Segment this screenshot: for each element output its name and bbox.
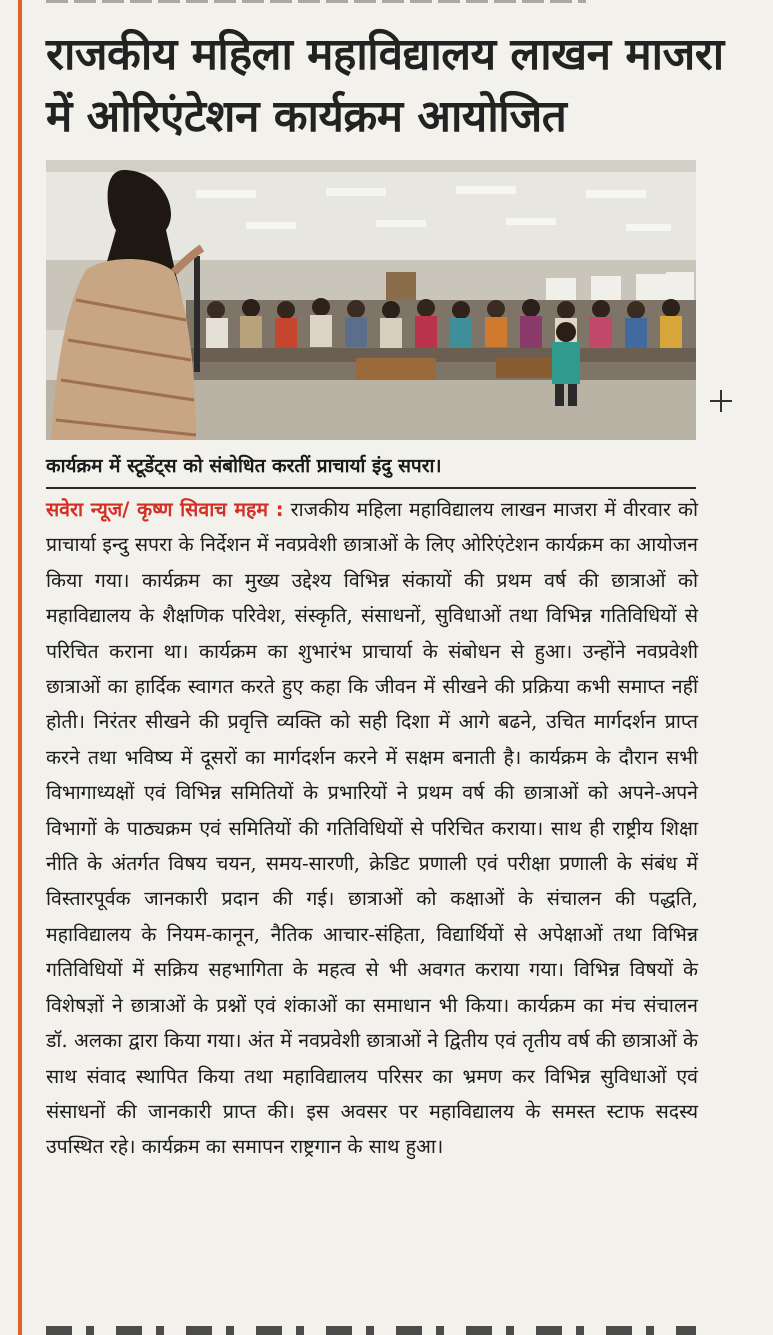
event-photo — [46, 160, 696, 440]
previous-article-fragment — [46, 0, 586, 6]
article-body — [46, 492, 698, 1165]
crosshair-icon — [710, 390, 732, 412]
caption-divider — [46, 487, 696, 489]
headline: राजकीय महिला महाविद्यालय लाखन माजरा में ओरिएंटेशन कार्यक्रम आयोजित — [46, 29, 724, 142]
column-rule — [18, 0, 22, 1335]
photo-caption: कार्यक्रम में स्टूडेंट्स को संबोधित करतीं प्राचार्या इंदु सपरा। — [46, 455, 442, 477]
article-text: राजकीय महिला महाविद्यालय लाखन माजरा में वीरवार को प्राचार्या इन्दु सपरा के निर्देशन में नवप्रवेशी छात्राओं के लिए ओरिएंटेशन कार्यक्रम का आयोजन किया गया। कार्यक्रम का मुख्य उद्देश्य विभिन्न संकायों की प्रथम वर्ष की छात्राओं को महाविद्यालय के शैक्षणिक परिवेश, संस्कृति, संसाधनों, सुविधाओं तथा विभिन्न गतिविधियों से परिचित कराना था। कार्यक्रम का शुभारंभ प्राचार्या के संबोधन से हुआ। उन्होंने नवप्रवेशी छात्राओं का हार्दिक स्वागत करते हुए कहा कि जीवन में सीखने की प्रक्रिया कभी समाप्त नहीं होती। निरंतर सीखने की प्रवृत्ति व्यक्ति को सही दिशा में आगे बढने, उचित मार्गदर्शन प्राप्त करने तथा भविष्य में दूसरों का मार्गदर्शन करने में सक्षम बनाती है। कार्यक्रम के दौरान सभी विभागाध्यक्षों एवं विभिन्न समितियों के प्रभारियों ने प्रथम वर्ष की छात्राओं को अपने-अपने विभागों के पाठ्यक्रम एवं समितियों की गतिविधियों से परिचित कराया। साथ ही राष्ट्रीय शिक्षा नीति के अंतर्गत विषय चयन, समय-सारणी, क्रेडिट प्रणाली एवं परीक्षा प्रणाली के संबंध में विस्तारपूर्वक जानकारी प्रदान की गई। छात्राओं को कक्षाओं के संचालन की पद्धति, महाविद्यालय के नियम-कानून, नैतिक आचार-संहिता, विद्यार्थियों से अपेक्षाओं तथा विभिन्न गतिविधियों में सक्रिय सहभागिता के महत्व से भी अवगत कराया गया। विभिन्न विषयों के विशेषज्ञों ने छात्राओं के प्रश्नों एवं शंकाओं का समाधान भी किया। कार्यक्रम का मंच संचालन डॉ. अलका द्वारा किया गया। अंत में नवप्रवेशी छात्राओं ने द्वितीय एवं तृतीय वर्ष की छात्राओं के साथ संवाद स्थापित किया तथा महाविद्यालय परिसर का भ्रमण कर विभिन्न सुविधाओं एवं संसाधनों की जानकारी प्राप्त की। इस अवसर पर महाविद्यालय के समस्त स्टाफ सदस्य उपस्थित रहे। कार्यक्रम का समापन राष्ट्रगान के साथ हुआ। — [46, 498, 699, 1159]
byline: सवेरा न्यूज/ कृष्ण सिवाच महम : — [46, 498, 284, 521]
next-article-fragment — [46, 1326, 696, 1335]
